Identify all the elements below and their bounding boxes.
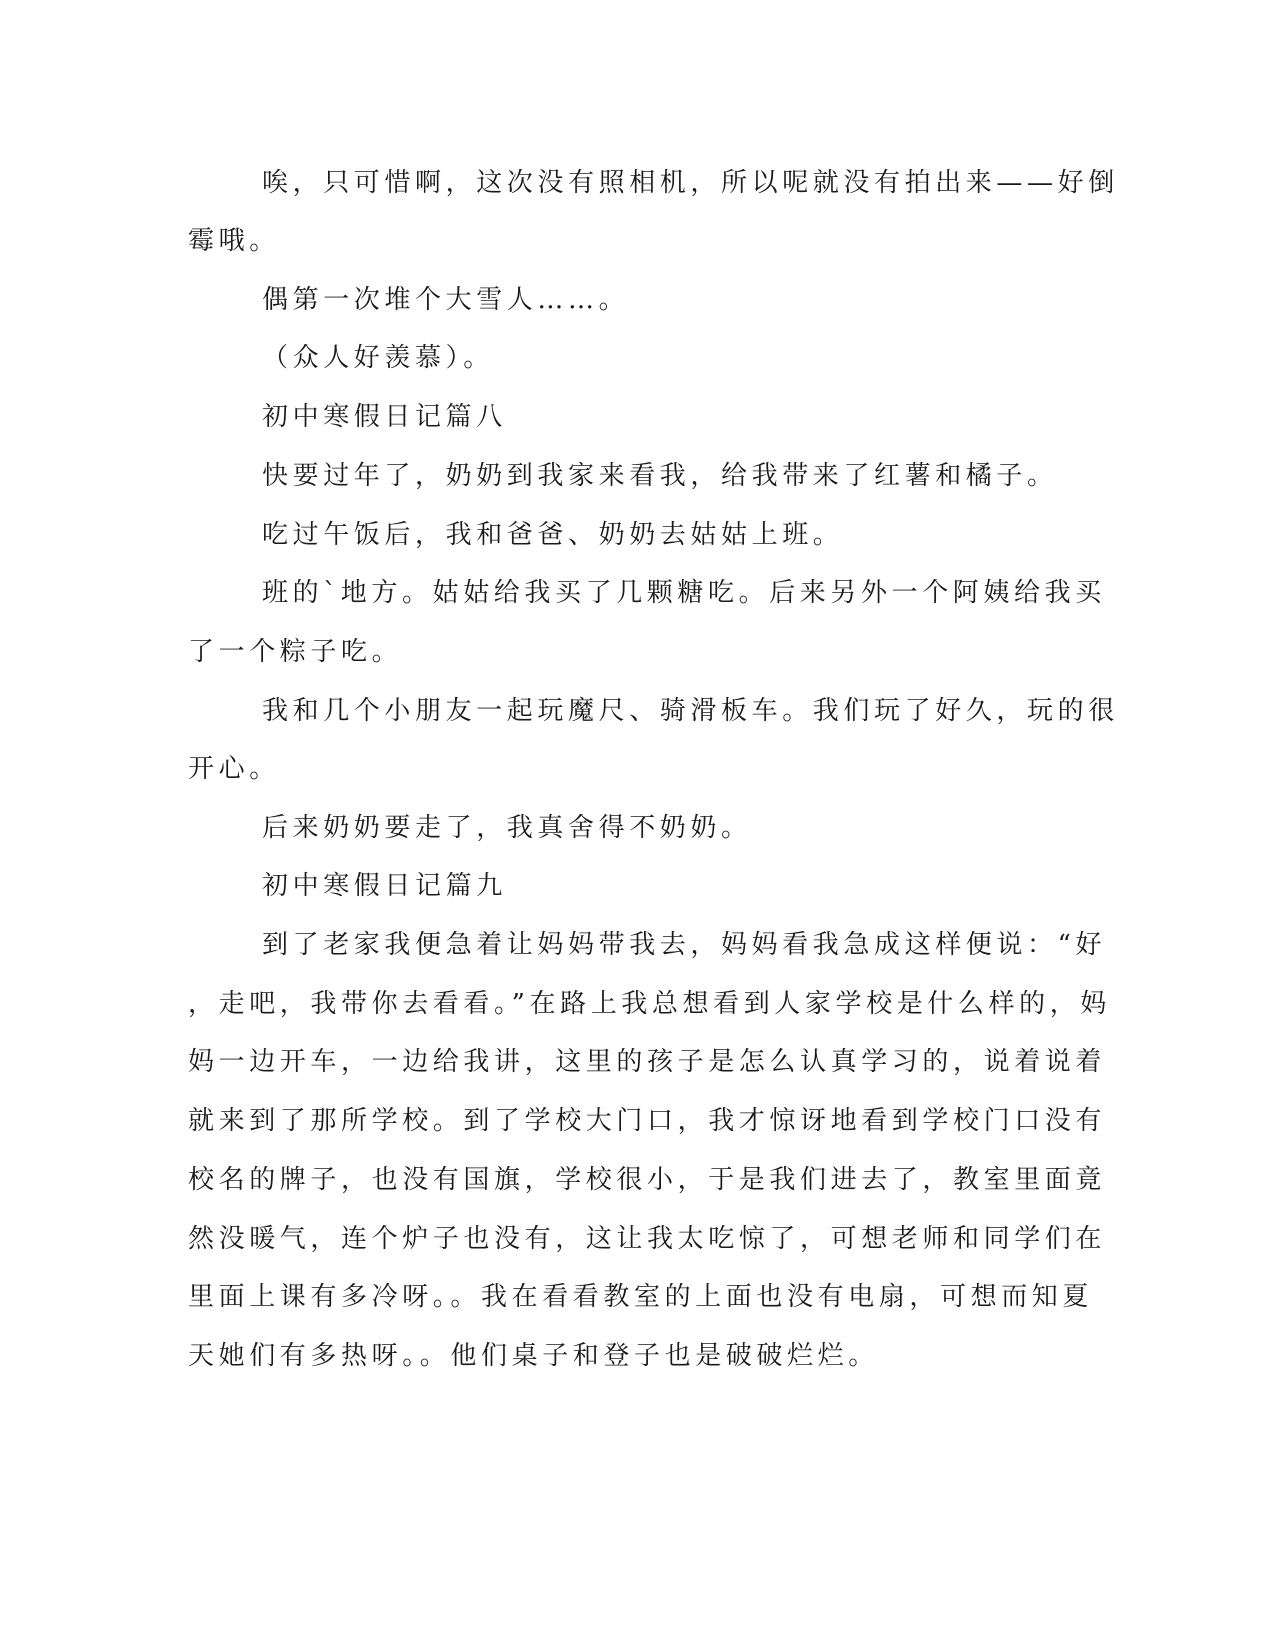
paragraph-line: ，走吧，我带你去看看。”在路上我总想看到人家学校是什么样的，妈 [188, 989, 1111, 1019]
paragraph-line: 我和几个小朋友一起玩魔尺、骑滑板车。我们玩了好久，玩的很 [262, 696, 1119, 726]
paragraph-line: 班的`地方。姑姑给我买了几颗糖吃。后来另外一个阿姨给我买 [262, 578, 1106, 608]
paragraph-line: 吃过午饭后，我和爸爸、奶奶去姑姑上班。 [262, 520, 844, 550]
paragraph-line: 妈一边开车，一边给我讲，这里的孩子是怎么认真学习的，说着说着 [188, 1047, 1107, 1077]
paragraph-line: 里面上课有多冷呀。。我在看看教室的上面也没有电扇，可想而知夏 [188, 1282, 1094, 1312]
paragraph-line: 就来到了那所学校。到了学校大门口，我才惊讶地看到学校门口没有 [188, 1106, 1107, 1136]
paragraph-line: 唉，只可惜啊，这次没有照相机，所以呢就没有拍出来——好倒 [262, 168, 1119, 198]
paragraph-line: 天她们有多热呀。。他们桌子和登子也是破破烂烂。 [188, 1341, 879, 1371]
paragraph-line: 后来奶奶要走了，我真舍得不奶奶。 [262, 813, 752, 843]
paragraph-line: 开心。 [188, 754, 280, 784]
section-heading: 初中寒假日记篇九 [262, 871, 507, 901]
paragraph-line: 霉哦。 [188, 226, 280, 256]
paragraph-line: 偶第一次堆个大雪人……。 [262, 285, 630, 315]
paragraph-line: 到了老家我便急着让妈妈带我去，妈妈看我急成这样便说：“好 [262, 930, 1107, 960]
paragraph-line: 了一个粽子吃。 [188, 637, 403, 667]
paragraph-line: （众人好羡慕）。 [262, 343, 494, 373]
paragraph-line: 然没暖气，连个炉子也没有，这让我太吃惊了，可想老师和同学们在 [188, 1224, 1107, 1254]
paragraph-line: 快要过年了，奶奶到我家来看我，给我带来了红薯和橘子。 [262, 461, 1058, 491]
section-heading: 初中寒假日记篇八 [262, 402, 507, 432]
paragraph-line: 校名的牌子，也没有国旗，学校很小，于是我们进去了，教室里面竟 [188, 1165, 1107, 1195]
